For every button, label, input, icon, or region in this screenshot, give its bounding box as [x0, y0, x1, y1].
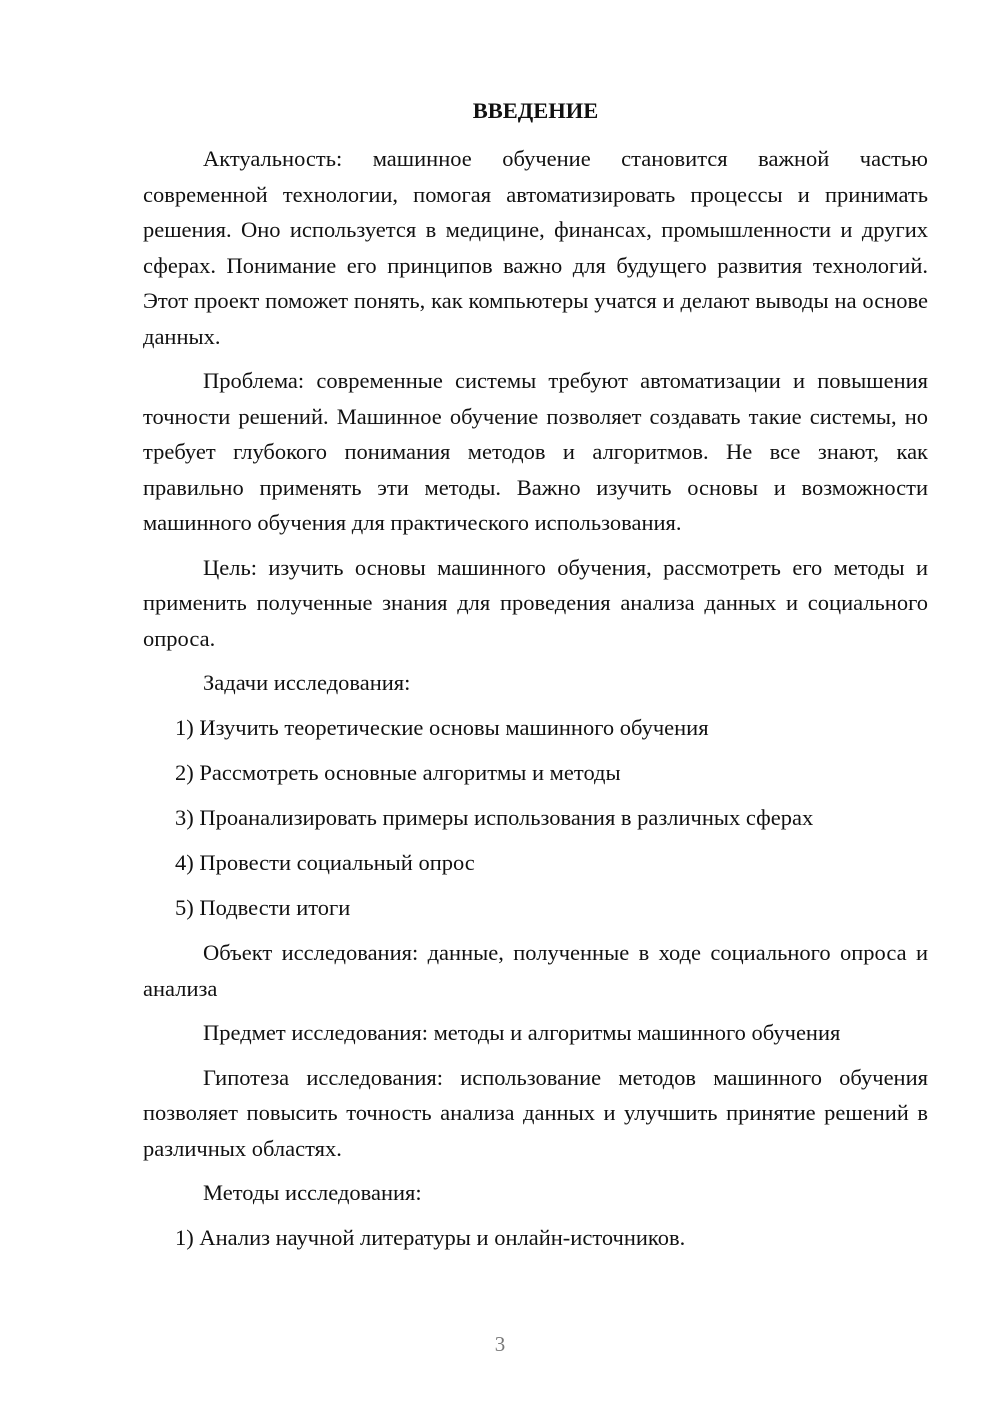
task-item-1: 1) Изучить теоретические основы машинного обучения: [175, 714, 709, 740]
goal-paragraph: Цель: изучить основы машинного обучения, рассмотреть его методы и применить полученные знания для проведения анализа данных и социального опроса.: [143, 554, 928, 651]
section-title: ВВЕДЕНИЕ: [472, 98, 599, 123]
task-item-4: 4) Провести социальный опрос: [175, 850, 475, 876]
object-paragraph: Объект исследования: данные, полученные в ходе социального опроса и анализа: [143, 940, 928, 1001]
task-item-5: 5) Подвести итоги: [175, 895, 351, 921]
problem-paragraph: Проблема: современные системы требуют автоматизации и повышения точности решений. Машинное обучение позволяет создавать такие системы, но требует глубокого понимания методов и алгоритмов. Не все знают, как правильно применять эти методы. Важно изучить основы и возможности машинного обучения для практического использования.: [143, 368, 928, 535]
task-item-2: 2) Рассмотреть основные алгоритмы и методы: [175, 759, 621, 785]
tasks-heading: Задачи исследования:: [203, 670, 411, 695]
relevance-paragraph: Актуальность: машинное обучение становится важной частью современной технологии, помогая автоматизировать процессы и принимать решения. Оно используется в медицине, финансах, промышленности и других сферах. Понимание его принципов важно для будущего развития технологий. Этот проект поможет понять, как компьютеры учатся и делают выводы на основе данных.: [143, 146, 928, 349]
task-item-3: 3) Проанализировать примеры использования в различных сферах: [175, 804, 814, 830]
methods-heading: Методы исследования:: [203, 1180, 422, 1206]
document-page: [143, 95, 928, 1265]
method-item-1: 1) Анализ научной литературы и онлайн-источников.: [175, 1224, 686, 1250]
subject-paragraph: Предмет исследования: методы и алгоритмы машинного обучения: [203, 1020, 841, 1046]
page-number: 3: [494, 1332, 506, 1356]
hypothesis-paragraph: Гипотеза исследования: использование методов машинного обучения позволяет повысить точность анализа данных и улучшить принятие решений в различных областях.: [143, 1064, 928, 1161]
